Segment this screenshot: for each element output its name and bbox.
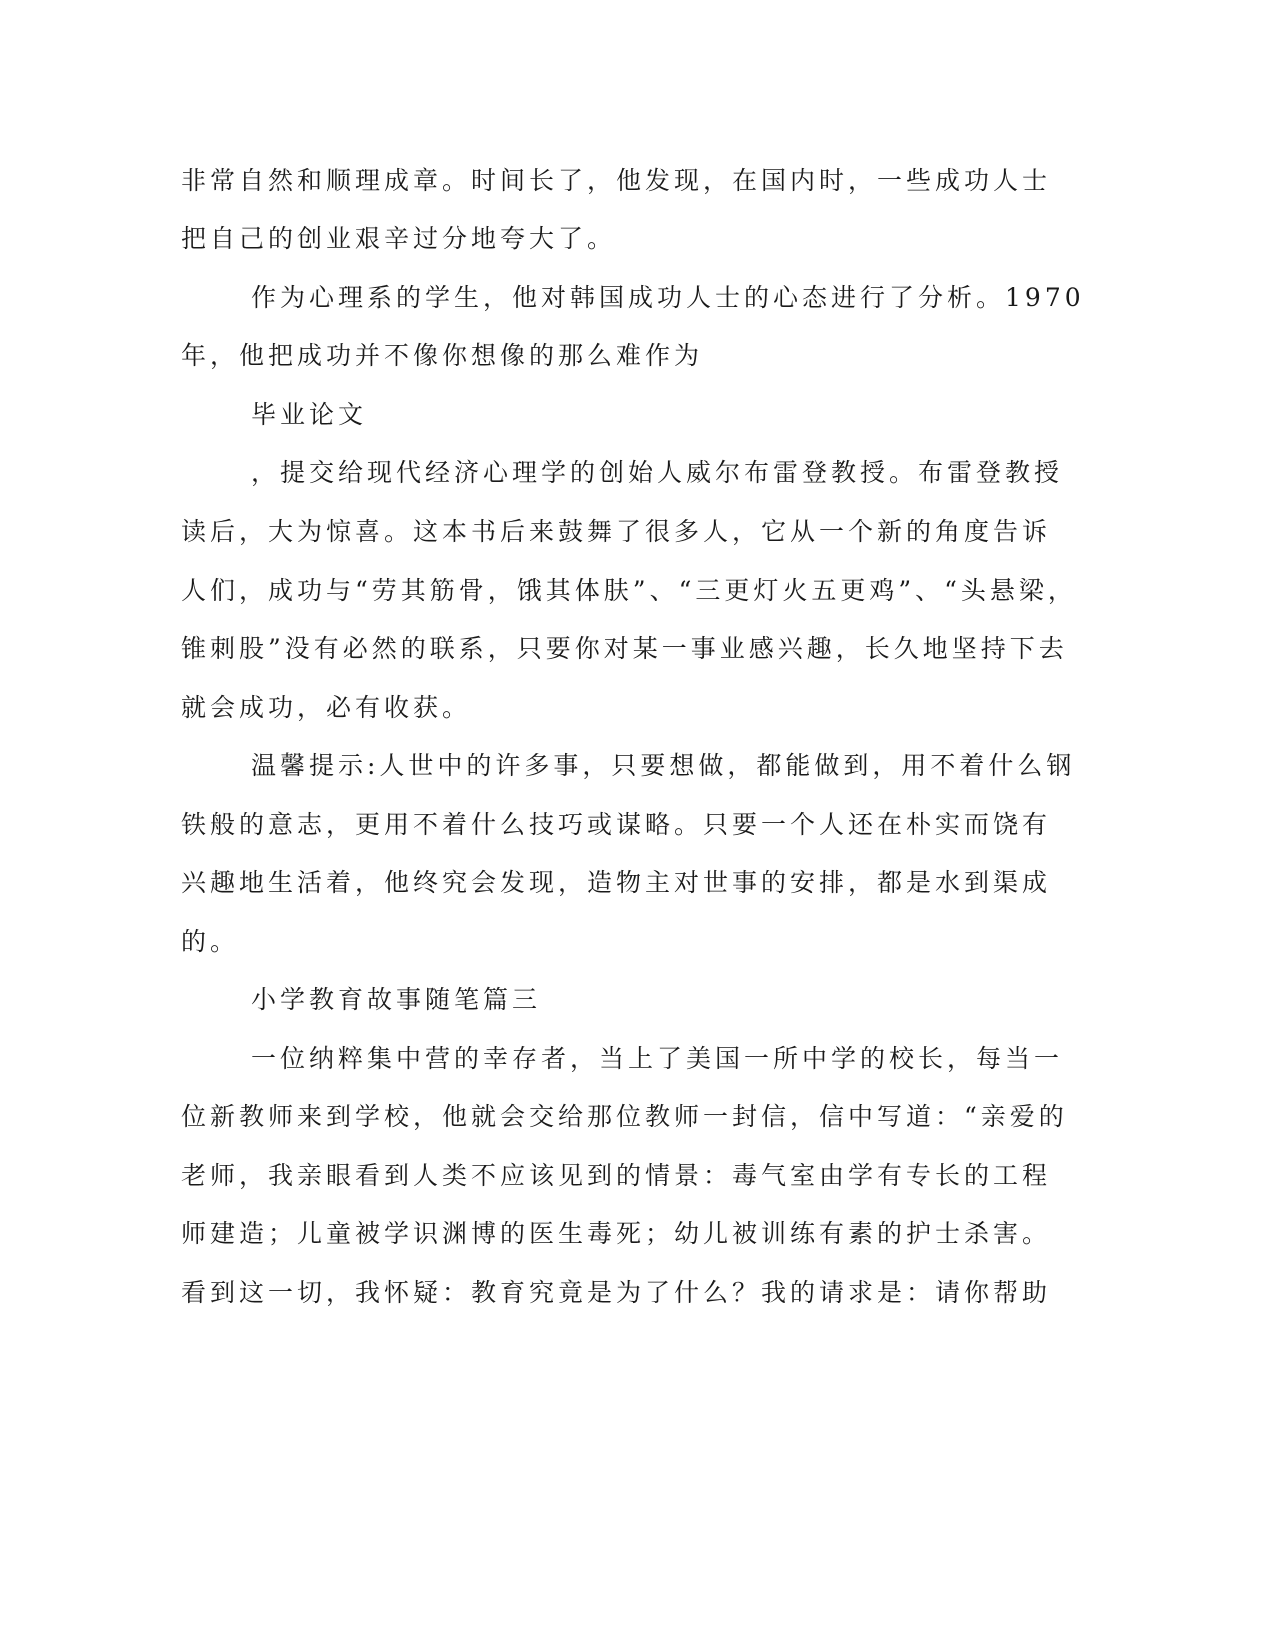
- text-line-19: 师建造；儿童被学识渊博的医生毒死；幼儿被训练有素的护士杀害。: [181, 1219, 1052, 1248]
- text-line-4: 年，他把成功并不像你想像的那么难作为: [181, 341, 704, 370]
- paragraph-start-line: 作为心理系的学生，他对韩国成功人士的心态进行了分析。1970: [251, 283, 1085, 312]
- text-line-6: ，提交给现代经济心理学的创始人威尔布雷登教授。布雷登教授: [251, 458, 1064, 487]
- text-line-17: 位新教师来到学校，他就会交给那位教师一封信，信中写道：“亲爱的: [181, 1102, 1068, 1131]
- text-line-18: 老师，我亲眼看到人类不应该见到的情景：毒气室由学有专长的工程: [181, 1161, 1052, 1190]
- thesis-label: 毕业论文: [251, 400, 368, 429]
- story-paragraph-start: 一位纳粹集中营的幸存者，当上了美国一所中学的校长，每当一: [251, 1044, 1064, 1073]
- text-line-12: 铁般的意志，更用不着什么技巧或谋略。只要一个人还在朴实而饶有: [181, 810, 1052, 839]
- text-line-10: 就会成功，必有收获。: [181, 693, 472, 722]
- text-line-13: 兴趣地生活着，他终究会发现，造物主对世事的安排，都是水到渠成: [181, 868, 1052, 897]
- text-line-9: 锥刺股”没有必然的联系，只要你对某一事业感兴趣，长久地坚持下去: [181, 634, 1068, 663]
- text-line-14: 的。: [181, 927, 240, 956]
- text-line-20: 看到这一切，我怀疑：教育究竟是为了什么？我的请求是：请你帮助: [181, 1278, 1052, 1307]
- tip-paragraph-start: 温馨提示:人世中的许多事，只要想做，都能做到，用不着什么钢: [251, 751, 1076, 780]
- section-heading: 小学教育故事随笔篇三: [251, 985, 542, 1014]
- text-line-8: 人们，成功与“劳其筋骨，饿其体肤”、“三更灯火五更鸡”、“头悬梁，: [181, 576, 1077, 605]
- text-line-1: 非常自然和顺理成章。时间长了，他发现，在国内时，一些成功人士: [181, 166, 1052, 195]
- text-line-2: 把自己的创业艰辛过分地夸大了。: [181, 224, 617, 253]
- text-line-7: 读后，大为惊喜。这本书后来鼓舞了很多人，它从一个新的角度告诉: [181, 517, 1052, 546]
